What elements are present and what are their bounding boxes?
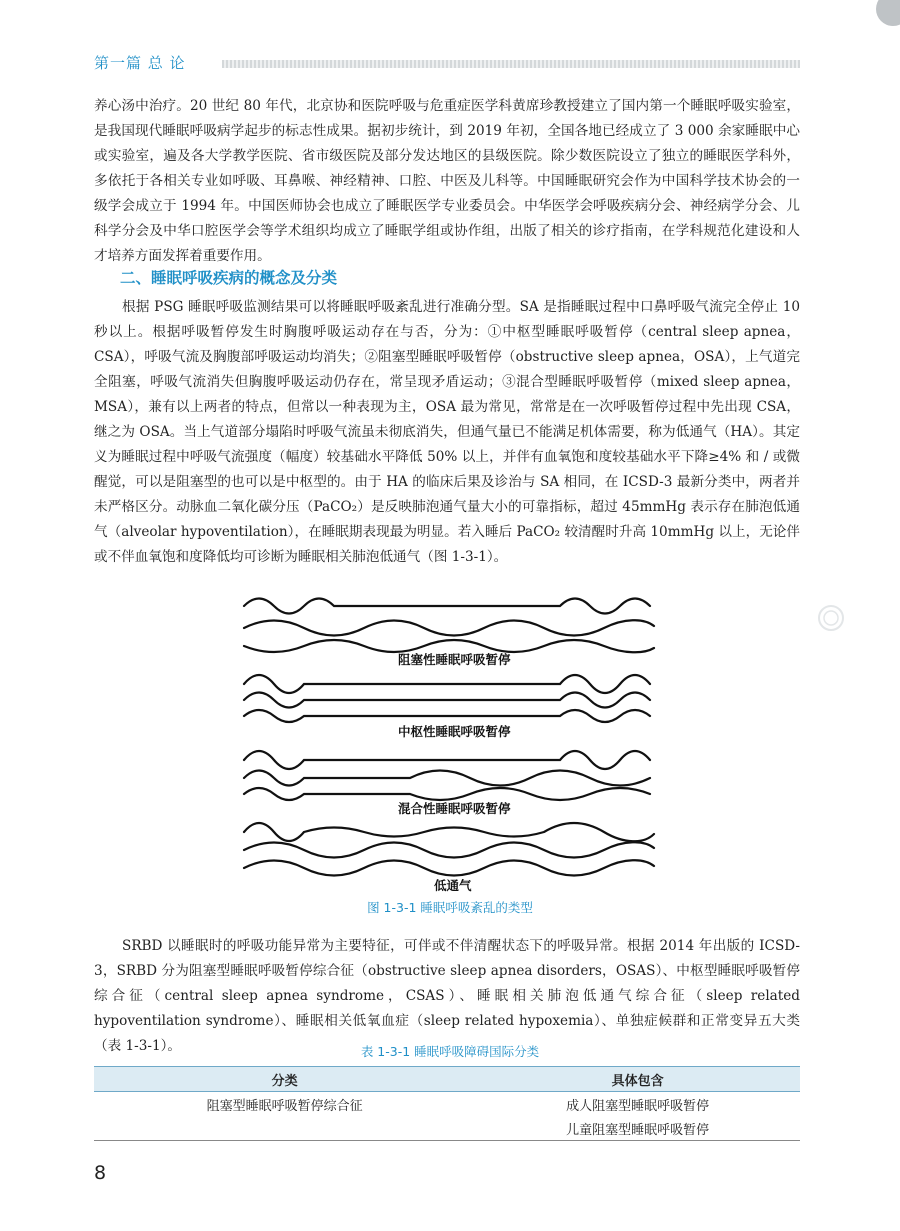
osa-airflow-trace bbox=[244, 599, 650, 614]
msa-airflow-trace bbox=[244, 751, 650, 769]
csa-airflow-trace bbox=[244, 675, 650, 693]
corner-tab bbox=[876, 0, 900, 26]
label-obstructive: 阻塞性睡眠呼吸暂停 bbox=[398, 652, 511, 667]
breathing-types-figure bbox=[230, 592, 670, 892]
waveform-diagram bbox=[230, 592, 670, 892]
header-rule bbox=[222, 60, 800, 68]
table-cell: 阻塞型睡眠呼吸暂停综合征 bbox=[206, 1098, 363, 1114]
csa-chest-trace bbox=[244, 693, 650, 708]
table-cell: 成人阻塞型睡眠呼吸暂停 bbox=[566, 1098, 710, 1114]
label-mixed: 混合性睡眠呼吸暂停 bbox=[398, 801, 511, 816]
csa-abdomen-trace bbox=[244, 710, 650, 722]
table-title: 表 1-3-1 睡眠呼吸障碍国际分类 bbox=[360, 1044, 540, 1059]
publisher-watermark-icon bbox=[816, 603, 846, 633]
table-header-row bbox=[94, 1067, 800, 1092]
ha-chest-trace bbox=[244, 842, 654, 857]
column-header-includes: 具体包含 bbox=[475, 1067, 800, 1092]
ha-airflow-trace bbox=[244, 823, 654, 841]
classification-table bbox=[94, 1066, 800, 1141]
osa-chest-trace bbox=[244, 620, 654, 635]
label-hypopnea: 低通气 bbox=[434, 878, 472, 893]
running-header bbox=[94, 52, 800, 70]
figure-caption: 图 1-3-1 睡眠呼吸紊乱的类型 bbox=[367, 900, 533, 915]
paragraph-classification: 根据 PSG 睡眠呼吸监测结果可以将睡眠呼吸紊乱进行准确分型。SA 是指睡眠过程中口鼻呼吸气流完全停止 10 秒以上。根据呼吸暂停发生时胸腹呼吸运动存在与否，分为：①中枢型睡眠呼吸暂停（central sleep apnea，CSA），呼吸气流及胸腹部呼吸运动均消失；②阻塞型睡眠呼吸暂停（obstructive sleep apnea，OSA），上气道完全阻塞，呼吸气流消失但胸腹呼吸运动仍存在，常呈现矛盾运动；③混合型睡眠呼吸暂停（mixed sleep apnea，MSA），兼有以上两者的特点，但常以一种表现为主，OSA 最为常见，常常是在一次呼吸暂停过程中先出现 CSA，继之为 OSA。当上气道部分塌陷时呼吸气流虽未彻底消失，但通气量已不能满足机体需要，称为低通气（HA）。其定义为睡眠过程中呼吸气流强度（幅度）较基础水平降低 50% 以上，并伴有血氧饱和度较基础水平下降≥4% 和 / 或微醒觉，可以是阻塞型的也可以是中枢型的。由于 HA 的临床后果及诊治与 SA 相同，在 ICSD-3 最新分类中，两者并未严格区分。动脉血二氧化碳分压（PaCO₂）是反映肺泡通气量大小的可靠指标，超过 45mmHg 表示存在肺泡低通气（alveolar hypoventilation），在睡眠期表现最为明显。若入睡后 PaCO₂ 较清醒时升高 10mmHg 以上，无论伴或不伴血氧饱和度降低均可诊断为睡眠相关肺泡低通气（图 1-3-1）。 bbox=[94, 299, 800, 565]
label-central: 中枢性睡眠呼吸暂停 bbox=[398, 724, 511, 739]
chapter-title: 第一篇 总 论 bbox=[94, 54, 186, 72]
paragraph-srbd: SRBD 以睡眠时的呼吸功能异常为主要特征，可伴或不伴清醒状态下的呼吸异常。根据 2014 年出版的 ICSD-3，SRBD 分为阻塞型睡眠呼吸暂停综合征（obstructive sleep apnea disorders，OSAS）、中枢型睡眠呼吸暂停综合征（central sleep apnea syndrome，CSAS）、睡眠相关肺泡低通气综合征（sleep related hypoventilation syndrome）、睡眠相关低氧血症（sleep related hypoxemia）、单独症候群和正常变异五大类（表 1-3-1）。 bbox=[94, 938, 800, 1054]
ha-abdomen-trace bbox=[244, 860, 654, 875]
table-row bbox=[94, 1092, 800, 1117]
table-row bbox=[94, 1116, 800, 1141]
page-number: 8 bbox=[94, 1162, 107, 1184]
column-header-category: 分类 bbox=[94, 1067, 475, 1092]
table-cell bbox=[94, 1116, 475, 1141]
paragraph-history: 养心汤中治疗。20 世纪 80 年代，北京协和医院呼吸与危重症医学科黄席珍教授建立了国内第一个睡眠呼吸实验室，是我国现代睡眠呼吸病学起步的标志性成果。据初步统计，到 2019 年初，全国各地已经成立了 3 000 余家睡眠中心或实验室，遍及各大学教学医院、省市级医院及部分发达地区的县级医院。除少数医院设立了独立的睡眠医学科外，多依托于各相关专业如呼吸、耳鼻喉、神经精神、口腔、中医及儿科等。中国睡眠研究会作为中国科学技术协会的一级学会成立于 1994 年。中国医师协会也成立了睡眠医学专业委员会。中华医学会呼吸疾病分会、神经病学分会、儿科学分会及中华口腔医学会等学术组织均成立了睡眠学组或协作组，出版了相关的诊疗指南，在学科规范化建设和人才培养方面发挥着重要作用。 bbox=[94, 98, 800, 264]
table-cell: 儿童阻塞型睡眠呼吸暂停 bbox=[475, 1116, 800, 1141]
msa-chest-trace bbox=[244, 771, 650, 786]
section-heading: 二、睡眠呼吸疾病的概念及分类 bbox=[120, 269, 338, 287]
